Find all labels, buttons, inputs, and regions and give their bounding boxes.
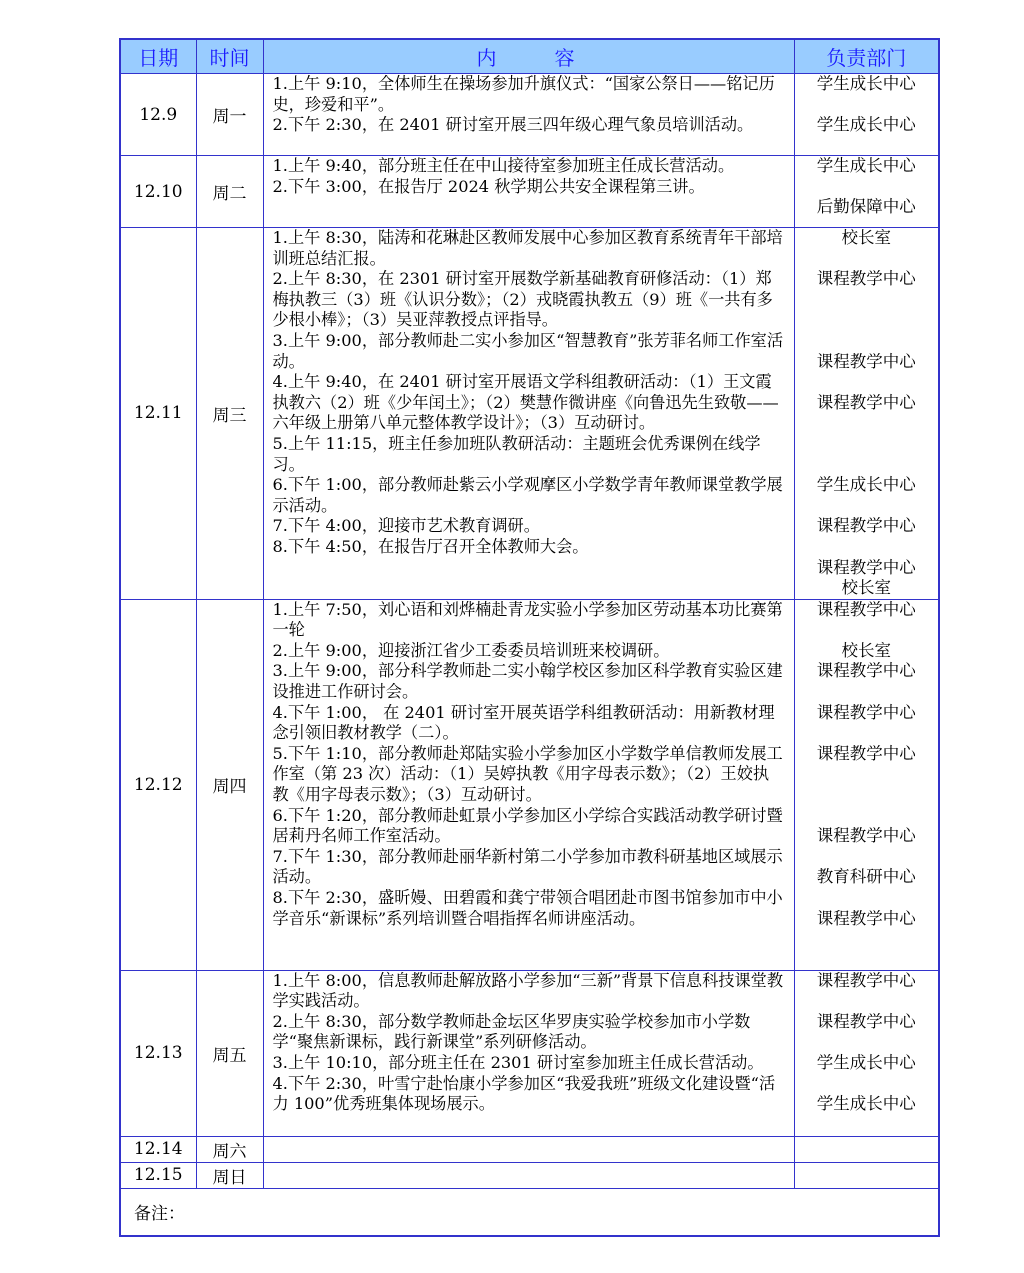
schedule-row-12-15 — [120, 1162, 939, 1188]
dept-label: 学生成长中心 — [816, 156, 916, 175]
schedule-row-12-11 — [120, 228, 939, 600]
schedule-item: 1.上午 8:30，陆涛和花琳赴区教师发展中心参加区教育系统青年干部培训班总结汇报。 — [272, 228, 783, 268]
schedule-item: 2.上午 8:30，部分数学教师赴金坛区华罗庚实验学校参加市小学数学“聚焦新课标，践行新课堂”系列研修活动。 — [272, 1011, 751, 1052]
dept-label: 学生成长中心 — [816, 1094, 916, 1114]
dept-cell — [794, 599, 939, 970]
header-row — [120, 39, 939, 74]
remark-row — [120, 1188, 939, 1236]
dept-label: 教育科研中心 — [816, 867, 916, 887]
day-cell: 周六 — [196, 1136, 263, 1162]
dept-label: 课程教学中心 — [816, 743, 916, 763]
schedule-item: 5.下午 1:10，部分教师赴郑陆实验小学参加区小学数学单信教师发展工作室（第 23 次）活动：（1）吴婷执教《用字母表示数》；（2）王姣执教《用字母表示数》；（3）互动研讨。 — [272, 743, 783, 805]
date-cell: 12.10 — [120, 156, 196, 228]
schedule-item: 6.下午 1:20，部分教师赴虹景小学参加区小学综合实践活动教学研讨暨居莉丹名师工作室活动。 — [272, 805, 783, 846]
schedule-row-12-12 — [120, 599, 939, 970]
dept-label: 校长室 — [841, 578, 891, 598]
date-cell: 12.11 — [120, 228, 196, 600]
dept-label: 课程教学中心 — [816, 826, 916, 846]
dept-label: 课程教学中心 — [816, 351, 916, 371]
dept-label: 校长室 — [841, 640, 891, 660]
schedule-row-12-9 — [120, 74, 939, 156]
schedule-item: 8.下午 2:30，盛昕嫚、田碧霞和龚宁带领合唱团赴市图书馆参加市中小学音乐“新课标”系列培训暨合唱指挥名师讲座活动。 — [272, 888, 783, 928]
schedule-item: 3.上午 10:10，部分班主任在 2301 研讨室参加班主任成长营活动。 — [272, 1053, 764, 1073]
schedule-item: 2.下午 2:30，在 2401 研讨室开展三四年级心理气象员培训活动。 — [272, 115, 754, 135]
schedule-item: 7.下午 4:00，迎接市艺术教育调研。 — [272, 516, 540, 536]
content-header: 内 容 — [263, 39, 794, 74]
dept-label: 校长室 — [841, 228, 891, 247]
schedule-item: 2.上午 9:00，迎接浙江省少工委委员培训班来校调研。 — [272, 640, 670, 660]
schedule-item: 6.下午 1:00，部分教师赴紫云小学观摩区小学数学青年教师课堂教学展示活动。 — [272, 475, 783, 515]
day-cell: 周三 — [196, 228, 263, 600]
day-cell: 周一 — [196, 74, 263, 156]
schedule-row-12-13 — [120, 970, 939, 1136]
dept-label: 课程教学中心 — [816, 702, 916, 722]
dept-label: 课程教学中心 — [816, 1011, 916, 1031]
day-cell: 周五 — [196, 970, 263, 1136]
dept-cell — [794, 74, 939, 156]
dept-label: 学生成长中心 — [816, 74, 916, 93]
schedule-item: 3.上午 9:00，部分科学教师赴二实小翰学校区参加区科学教育实验区建设推进工作研讨会。 — [272, 661, 783, 702]
dept-label: 课程教学中心 — [816, 908, 916, 928]
content-cell — [263, 228, 794, 600]
dept-label: 课程教学中心 — [816, 392, 916, 412]
dept-label: 学生成长中心 — [816, 475, 916, 495]
remark-label: 备注： — [120, 1188, 939, 1236]
schedule-item: 5.上午 11:15，班主任参加班队教研活动：主题班会优秀课例在线学习。 — [272, 433, 761, 474]
date-cell: 12.13 — [120, 970, 196, 1136]
dept-cell — [794, 156, 939, 228]
schedule-row-12-10 — [120, 156, 939, 228]
dept-cell — [794, 970, 939, 1136]
content-cell — [263, 599, 794, 970]
date-cell: 12.12 — [120, 599, 196, 970]
dept-label: 课程教学中心 — [816, 557, 916, 577]
schedule-item: 4.上午 9:40，在 2401 研讨室开展语文学科组教研活动：（1）王文霞执教六（2）班《少年闰土》；（2）樊慧作微讲座《向鲁迅先生致敬——六年级上册第八单元整体教学设计》；（3）互动研讨。 — [272, 372, 779, 433]
content-cell — [263, 74, 794, 156]
schedule-item: 1.上午 8:00，信息教师赴解放路小学参加“三新”背景下信息科技课堂教学实践活动。 — [272, 970, 784, 1011]
dept-cell — [794, 1162, 939, 1188]
dept-cell — [794, 228, 939, 600]
dept-label: 课程教学中心 — [816, 516, 916, 536]
date-cell: 12.14 — [120, 1136, 196, 1162]
day-cell: 周日 — [196, 1162, 263, 1188]
day-cell: 周二 — [196, 156, 263, 228]
dept-label: 课程教学中心 — [816, 269, 916, 289]
dept-label: 学生成长中心 — [816, 115, 916, 135]
day-cell: 周四 — [196, 599, 263, 970]
schedule-item: 2.上午 8:30，在 2301 研讨室开展数学新基础教育研修活动：（1）郑梅执教三（3）班《认识分数》；（2）戎晓霞执教五（9）班《一共有多少根小棒》；（3）吴亚萍教授点评指导。 — [272, 269, 773, 330]
schedule-item: 1.上午 7:50，刘心语和刘烨楠赴青龙实验小学参加区劳动基本功比赛第一轮 — [272, 599, 783, 640]
schedule-item: 2.下午 3:00，在报告厅 2024 秋学期公共安全课程第三讲。 — [272, 176, 705, 196]
dept-label: 课程教学中心 — [816, 970, 916, 990]
content-cell — [263, 970, 794, 1136]
dept-label: 课程教学中心 — [816, 661, 916, 681]
content-cell — [263, 1162, 794, 1188]
content-cell — [263, 1136, 794, 1162]
schedule-item: 7.下午 1:30，部分教师赴丽华新村第二小学参加市教科研基地区域展示活动。 — [272, 846, 783, 887]
date-cell: 12.15 — [120, 1162, 196, 1188]
schedule-item: 3.上午 9:00，部分教师赴二实小参加区“智慧教育”张芳菲名师工作室活动。 — [272, 330, 784, 371]
dept-label: 后勤保障中心 — [816, 197, 916, 217]
schedule-row-12-14 — [120, 1136, 939, 1162]
dept-header: 负责部门 — [794, 39, 939, 74]
schedule-item: 8.下午 4:50，在报告厅召开全体教师大会。 — [272, 536, 589, 556]
schedule-item: 1.上午 9:10，全体师生在操场参加升旗仪式：“国家公祭日——铭记历史，珍爱和平”。 — [272, 74, 775, 114]
weekly-schedule-table — [119, 38, 940, 1237]
date-cell: 12.9 — [120, 74, 196, 156]
schedule-item: 4.下午 2:30，叶雪宁赴怡康小学参加区“我爱我班”班级文化建设暨“活力 100”优秀班集体现场展示。 — [272, 1073, 776, 1114]
date-header: 日期 — [120, 39, 196, 74]
dept-label: 学生成长中心 — [816, 1053, 916, 1073]
dept-cell — [794, 1136, 939, 1162]
schedule-item: 1.上午 9:40，部分班主任在中山接待室参加班主任成长营活动。 — [272, 156, 735, 175]
schedule-item: 4.下午 1:00， 在 2401 研讨室开展英语学科组教研活动：用新教材理念引领旧教材教学（二）。 — [272, 702, 775, 743]
time-header: 时间 — [196, 39, 263, 74]
dept-label: 课程教学中心 — [816, 599, 916, 619]
content-cell — [263, 156, 794, 228]
